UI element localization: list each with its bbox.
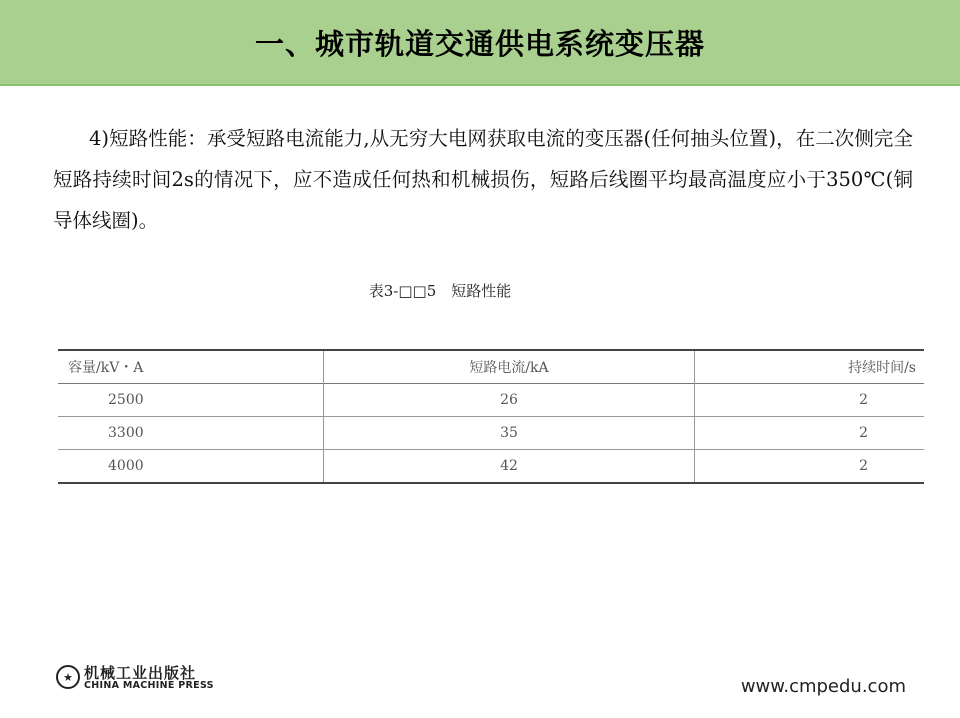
table-row bbox=[58, 450, 924, 484]
cell-duration: 2 bbox=[695, 384, 925, 417]
title-banner bbox=[0, 0, 960, 86]
table-header-row bbox=[58, 350, 924, 384]
column-header-current: 短路电流/kA bbox=[324, 350, 695, 384]
cell-capacity: 3300 bbox=[108, 425, 144, 441]
cell-duration: 2 bbox=[695, 417, 925, 450]
cell-current: 42 bbox=[324, 450, 695, 484]
cell-current: 26 bbox=[324, 384, 695, 417]
cell-current: 35 bbox=[324, 417, 695, 450]
publisher-name-en: CHINA MACHINE PRESS bbox=[84, 680, 214, 691]
column-header-capacity: 容量/kV・A bbox=[68, 360, 144, 376]
cell-capacity: 4000 bbox=[108, 458, 144, 474]
table-row bbox=[58, 417, 924, 450]
body-paragraph: 4)短路性能：承受短路电流能力,从无穷大电网获取电流的变压器(任何抽头位置)，在二次侧完全短路持续时间2s的情况下，应不造成任何热和机械损伤，短路后线圈平均最高温度应小于350℃(铜导体线圈)。 bbox=[53, 127, 913, 232]
publisher-logo bbox=[56, 662, 276, 692]
table-caption: 表3-□□5 短路性能 bbox=[368, 282, 512, 300]
cell-capacity: 2500 bbox=[108, 392, 144, 408]
website-url: www.cmpedu.com bbox=[740, 676, 906, 697]
column-header-duration: 持续时间/s bbox=[695, 350, 925, 384]
table-row bbox=[58, 384, 924, 417]
slide-title: 一、城市轨道交通供电系统变压器 bbox=[254, 26, 705, 61]
publisher-name-cn: 机械工业出版社 bbox=[84, 664, 197, 682]
cell-duration: 2 bbox=[695, 450, 925, 484]
short-circuit-table bbox=[58, 349, 924, 484]
publisher-emblem-icon: ★ bbox=[56, 665, 80, 689]
